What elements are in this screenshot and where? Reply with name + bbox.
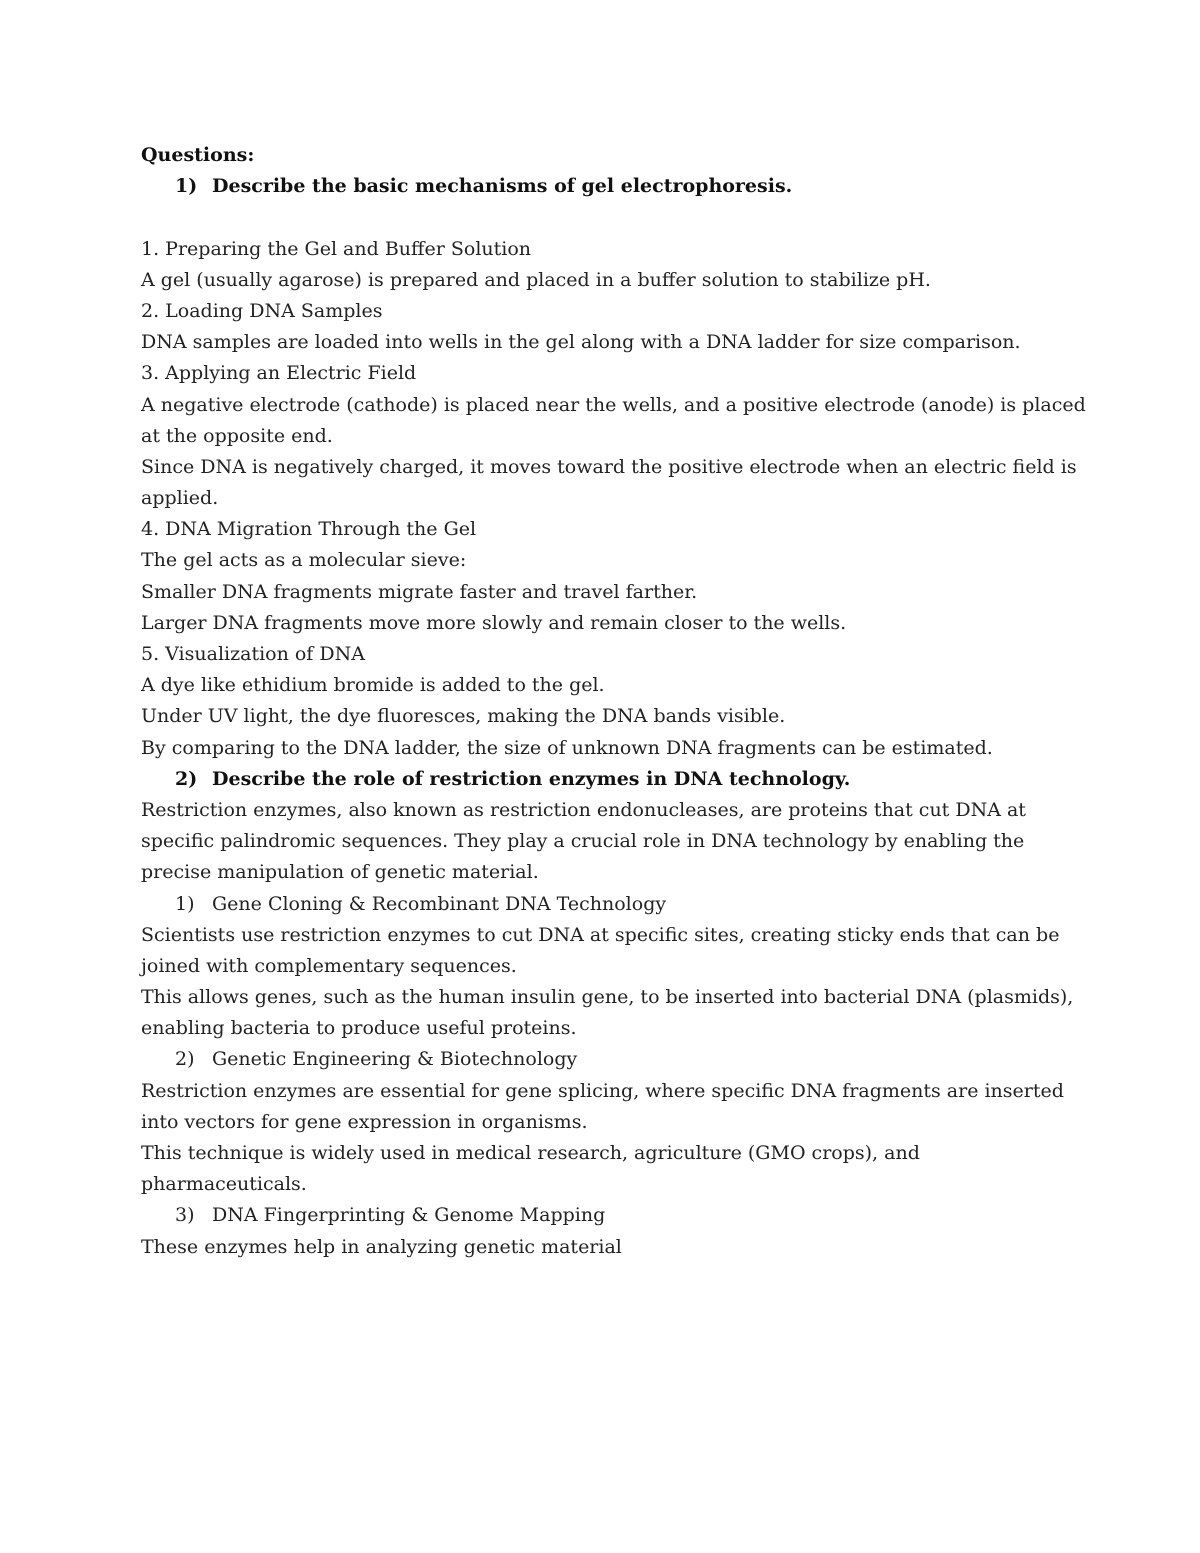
answer-line: at the opposite end. xyxy=(141,424,333,447)
subsection-1-number: 1) xyxy=(175,892,195,915)
question-2-intro xyxy=(141,795,1071,889)
question-2-number: 2) xyxy=(175,767,198,790)
answer-line: pharmaceuticals. xyxy=(141,1173,307,1196)
answer-line: applied. xyxy=(141,487,219,510)
answer-line: By comparing to the DNA ladder, the size of unknown DNA fragments can be estimated. xyxy=(141,736,993,759)
document-page xyxy=(141,140,1086,1263)
subsection-2-heading xyxy=(141,1044,1071,1075)
answer-line: This allows genes, such as the human insulin gene, to be inserted into bacterial DNA (plasmids), xyxy=(141,986,1074,1009)
answer-line: joined with complementary sequences. xyxy=(141,954,517,977)
answer-line: A dye like ethidium bromide is added to the gel. xyxy=(141,674,605,697)
subsection-2-title: Genetic Engineering & Biotechnology xyxy=(212,1048,578,1071)
answer-line: 4. DNA Migration Through the Gel xyxy=(141,518,477,541)
question-2-text: Describe the role of restriction enzymes in DNA technology. xyxy=(212,767,851,790)
answer-line: These enzymes help in analyzing genetic material xyxy=(141,1235,622,1258)
answer-line: into vectors for gene expression in organisms. xyxy=(141,1110,588,1133)
subsection-3-number: 3) xyxy=(175,1204,195,1227)
answer-line: Smaller DNA fragments migrate faster and travel farther. xyxy=(141,580,698,603)
question-1-number: 1) xyxy=(175,175,198,198)
answer-line: precise manipulation of genetic material. xyxy=(141,861,539,884)
subsection-1-title: Gene Cloning & Recombinant DNA Technology xyxy=(212,892,667,915)
answer-line: 1. Preparing the Gel and Buffer Solution xyxy=(141,237,532,260)
question-1 xyxy=(141,171,1071,202)
question-1-text: Describe the basic mechanisms of gel electrophoresis. xyxy=(212,175,793,198)
answer-line: Under UV light, the dye fluoresces, making the DNA bands visible. xyxy=(141,705,786,728)
answer-line: A negative electrode (cathode) is placed near the wells, and a positive electrode (anode) is placed xyxy=(141,393,1086,416)
answer-line: Restriction enzymes are essential for gene splicing, where specific DNA fragments are inserted xyxy=(141,1079,1064,1102)
subsection-2-number: 2) xyxy=(175,1048,195,1071)
answer-line: 3. Applying an Electric Field xyxy=(141,362,417,385)
answer-line: A gel (usually agarose) is prepared and placed in a buffer solution to stabilize pH. xyxy=(141,268,931,291)
answer-line: specific palindromic sequences. They play a crucial role in DNA technology by enabling the xyxy=(141,830,1025,853)
subsection-1-body xyxy=(141,920,1074,1045)
subsection-3-title: DNA Fingerprinting & Genome Mapping xyxy=(212,1204,606,1227)
subsection-3-body xyxy=(141,1232,1071,1263)
answer-line: This technique is widely used in medical research, agriculture (GMO crops), and xyxy=(141,1142,920,1164)
answer-line: Restriction enzymes, also known as restriction endonucleases, are proteins that cut DNA at xyxy=(141,798,1026,821)
answer-line: 5. Visualization of DNA xyxy=(141,643,365,665)
blank-line xyxy=(141,202,1071,233)
subsection-1-heading xyxy=(141,889,1071,920)
answer-line: Scientists use restriction enzymes to cut DNA at specific sites, creating sticky ends that can be xyxy=(141,923,1060,946)
subsection-3-heading xyxy=(141,1200,1071,1231)
questions-heading: Questions: xyxy=(141,144,255,166)
subsection-2-body xyxy=(141,1076,1071,1201)
answer-line: DNA samples are loaded into wells in the gel along with a DNA ladder for size comparison. xyxy=(141,331,1021,354)
answer-line: Larger DNA fragments move more slowly and remain closer to the wells. xyxy=(141,611,847,634)
question-1-answer xyxy=(141,234,1086,764)
answer-line: The gel acts as a molecular sieve: xyxy=(141,549,467,572)
answer-line: enabling bacteria to produce useful proteins. xyxy=(141,1017,577,1040)
answer-line: 2. Loading DNA Samples xyxy=(141,299,383,322)
question-2 xyxy=(141,764,1071,795)
answer-line: Since DNA is negatively charged, it moves toward the positive electrode when an electric field is xyxy=(141,455,1077,478)
